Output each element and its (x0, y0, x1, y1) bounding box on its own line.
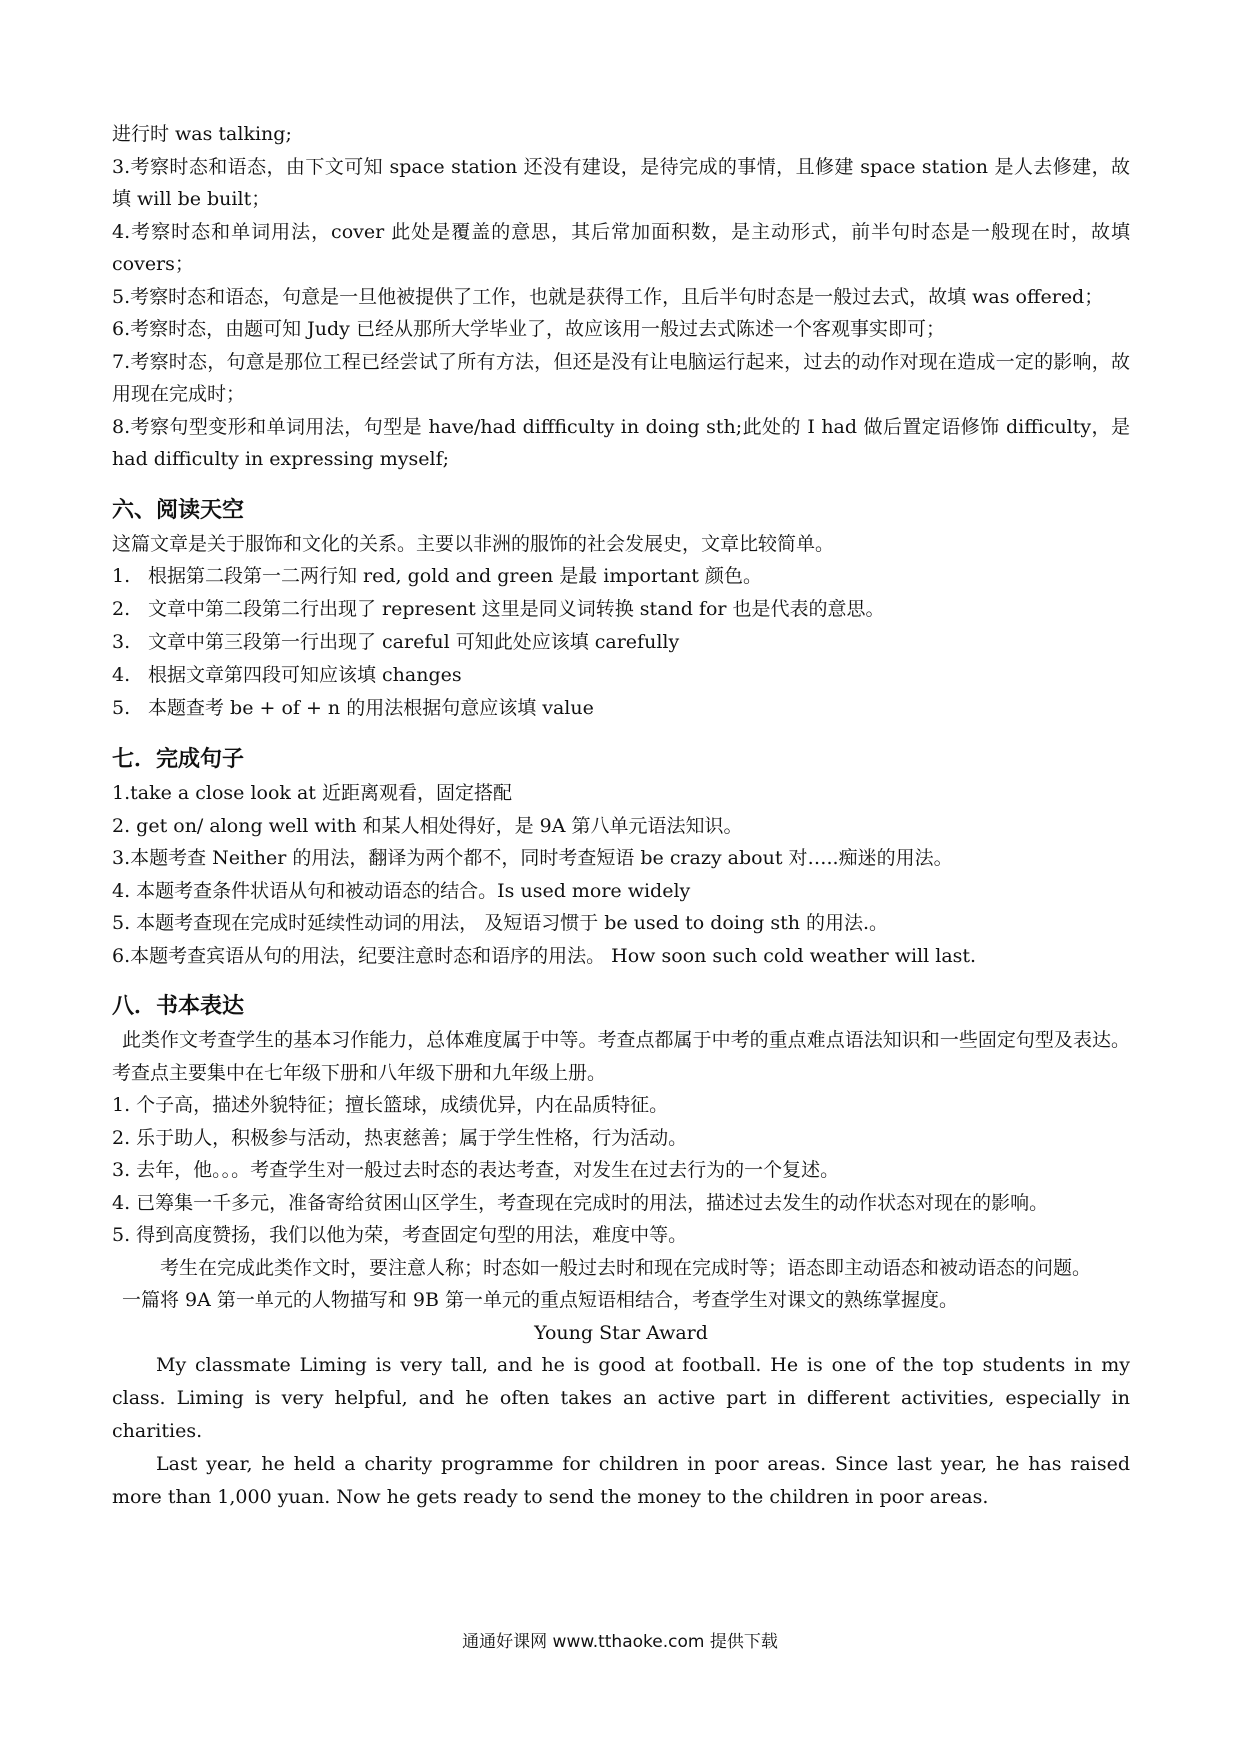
list-item: 2. get on/ along well with 和某人相处得好，是 9A 第八单元语法知识。 (112, 814, 743, 837)
section-reading (112, 494, 1130, 726)
answer-line: 3.考察时态和语态，由下文可知 space station 还没有建设，是待完成的事情，且修建 space station 是人去修建，故填 will be built； (112, 155, 1130, 210)
list-item: 3. 去年，他。。。考查学生对一般过去时态的表达考查，对发生在过去行为的一个复述。 (112, 1159, 840, 1181)
item-text: 根据第二段第一二两行知 red, gold and green 是最 important 颜色。 (148, 565, 762, 587)
item-text: 文章中第三段第一行出现了 careful 可知此处应该填 carefully (148, 631, 680, 653)
list-item: 2. 乐于助人，积极参与活动，热衷慈善；属于学生性格，行为活动。 (112, 1126, 688, 1149)
essay-paragraph: Last year, he held a charity programme for children in poor areas. Since last year, he has raised more than 1,000 yuan. Now he gets ready to send the money to the children in poor areas. (112, 1453, 1130, 1508)
writing-note: 考生在完成此类作文时，要注意人称；时态如一般过去时和现在完成时等；语态即主动语态和被动语态的问题。 (160, 1256, 1092, 1279)
section-intro: 此类作文考查学生的基本习作能力，总体难度属于中等。考查点都属于中考的重点难点语法知识和一些固定句型及表达。考查点主要集中在七年级下册和八年级下册和九年级上册。 (112, 1029, 1130, 1084)
list-item: 1. 个子高，描述外貌特征；擅长篮球，成绩优异，内在品质特征。 (112, 1094, 669, 1116)
item-number: 5. (112, 697, 131, 719)
section-heading: 六、阅读天空 (112, 497, 245, 523)
item-text: 文章中第二段第二行出现了 represent 这里是同义词转换 stand for 也是代表的意思。 (148, 598, 885, 620)
essay-title: Young Star Award (534, 1321, 708, 1344)
list-item (112, 626, 1130, 659)
answer-line: 5.考察时态和语态，句意是一旦他被提供了工作，也就是获得工作，且后半句时态是一般过去式，故填 was offered； (112, 285, 1104, 308)
list-item: 5. 得到高度赞扬，我们以他为荣，考查固定句型的用法，难度中等。 (112, 1224, 688, 1246)
item-text: 本题查考 be + of + n 的用法根据句意应该填 value (148, 697, 594, 719)
essay-body (112, 1349, 1130, 1514)
answer-line: 4.考察时态和单词用法，cover 此处是覆盖的意思，其后常加面积数，是主动形式，前半句时态是一般现在时，故填 covers； (112, 220, 1130, 275)
list-item (112, 659, 1130, 692)
list-item (112, 692, 1130, 725)
item-number: 1. (112, 565, 131, 587)
document-page (112, 118, 1130, 1514)
section-written-expression (112, 990, 1130, 1514)
item-number: 2. (112, 598, 131, 620)
list-item: 6.本题考查宾语从句的用法，纪要注意时态和语序的用法。 How soon such cold weather will last. (112, 944, 977, 967)
section-heading: 七．完成句子 (112, 747, 245, 772)
item-number: 3. (112, 631, 131, 653)
answer-line: 6.考察时态，由题可知 Judy 已经从那所大学毕业了，故应该用一般过去式陈述一个客观事实即可； (112, 318, 945, 340)
list-item: 1.take a close look at 近距离观看，固定搭配 (112, 782, 512, 804)
answers-part5 (112, 118, 1130, 476)
list-item (112, 560, 1130, 593)
answer-line: 进行时 was talking; (112, 123, 292, 145)
answer-line: 7.考察时态，句意是那位工程已经尝试了所有方法，但还是没有让电脑运行起来，过去的动作对现在造成一定的影响，故用现在完成时； (112, 350, 1130, 405)
list-item (112, 593, 1130, 626)
section-complete-sentences (112, 743, 1130, 972)
item-number: 4. (112, 664, 131, 686)
list-item: 4. 已筹集一千多元，准备寄给贫困山区学生，考查现在完成时的用法，描述过去发生的动作状态对现在的影响。 (112, 1191, 1049, 1214)
list-item: 3.本题考查 Neither 的用法，翻译为两个都不，同时考查短语 be crazy about 对…..痴迷的用法。 (112, 847, 953, 869)
sample-intro: 一篇将 9A 第一单元的人物描写和 9B 第一单元的重点短语相结合，考查学生对课文的熟练掌握度。 (122, 1289, 959, 1311)
answer-line: 8.考察句型变形和单词用法，句型是 have/had diffficulty in doing sth;此处的 I had 做后置定语修饰 difficulty，是 had difficulty in expressing myself; (112, 415, 1130, 470)
list-item: 5. 本题考查现在完成时延续性动词的用法， 及短语习惯于 be used to doing sth 的用法.。 (112, 912, 889, 934)
section-heading: 八．书本表达 (112, 994, 245, 1019)
section-intro: 这篇文章是关于服饰和文化的关系。主要以非洲的服饰的社会发展史，文章比较简单。 (112, 532, 835, 555)
essay-paragraph: My classmate Liming is very tall, and he is good at football. He is one of the top students in my class. Liming is very helpful, and he often takes an active part in different activities, especially in charities. (112, 1354, 1130, 1442)
item-text: 根据文章第四段可知应该填 changes (148, 664, 462, 686)
list-item: 4. 本题考查条件状语从句和被动语态的结合。Is used more widely (112, 879, 691, 902)
page-footer: 通通好课网 www.tthaoke.com 提供下载 (462, 1632, 778, 1652)
